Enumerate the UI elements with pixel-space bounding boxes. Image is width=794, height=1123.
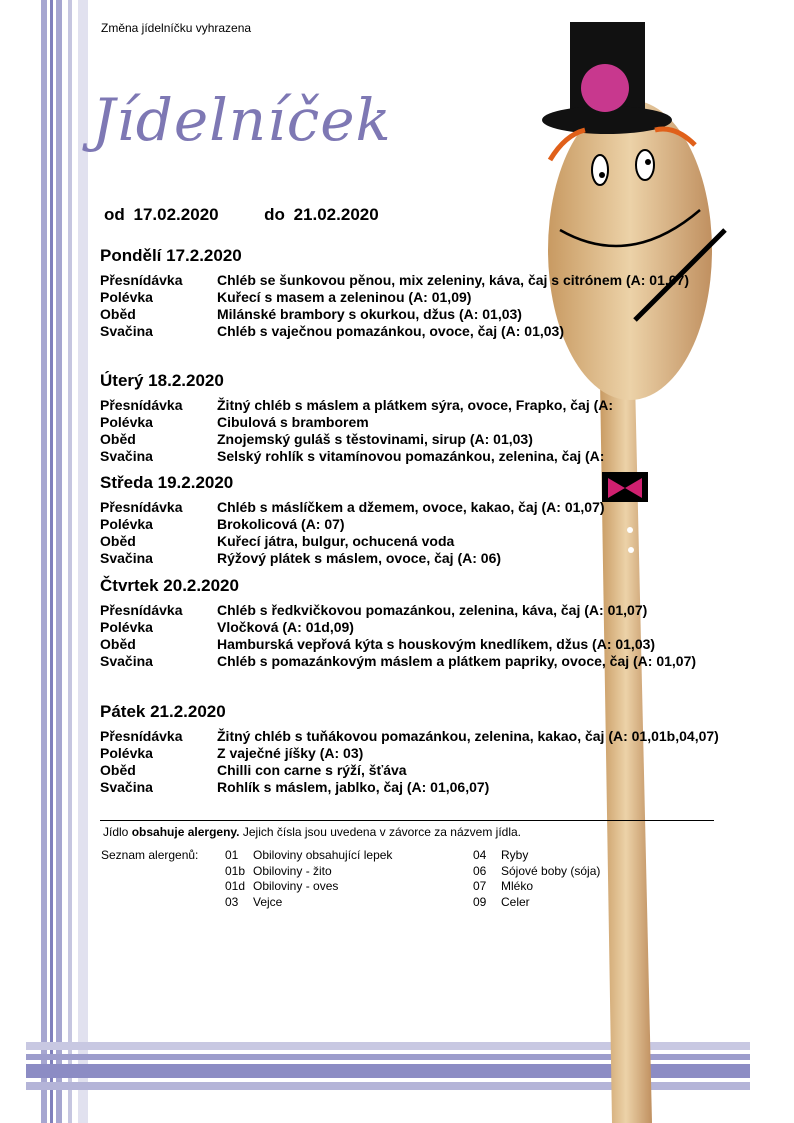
from-label: od [104, 205, 125, 224]
allergen-code: 07 [473, 879, 487, 893]
meal-label: Svačina [100, 779, 153, 795]
allergen-item [225, 864, 392, 880]
meal-label: Přesnídávka [100, 272, 183, 288]
meal-row [100, 516, 720, 533]
allergen-item [473, 879, 600, 895]
meal-row [100, 636, 720, 653]
meal-text: Rýžový plátek s máslem, ovoce, čaj (A: 06) [217, 550, 502, 566]
day-section-wednesday [100, 473, 720, 567]
meal-label: Polévka [100, 289, 153, 305]
allergen-code: 03 [225, 894, 239, 909]
to-label: do [264, 205, 285, 224]
meal-text: Chilli con carne s rýží, šťáva [217, 762, 407, 778]
meal-row [100, 272, 720, 289]
meal-label: Polévka [100, 414, 153, 430]
meal-row [100, 550, 720, 567]
meal-text: Z vaječné jíšky (A: 03) [217, 745, 364, 761]
meal-text: Znojemský guláš s těstovinami, sirup (A: 01,03) [217, 431, 533, 447]
meal-label: Polévka [100, 619, 153, 635]
allergen-item [473, 895, 600, 911]
meal-row [100, 533, 720, 550]
allergen-name: Celer [501, 894, 530, 909]
allergen-code: 01b [225, 863, 246, 878]
allergen-list-right [473, 848, 600, 910]
allergen-name: Vejce [253, 894, 283, 909]
meal-label: Oběd [100, 306, 136, 322]
meal-label: Oběd [100, 431, 136, 447]
meal-label: Oběd [100, 533, 136, 549]
meal-row [100, 602, 720, 619]
meal-text: Chléb s ředkvičkovou pomazánkou, zelenina, káva, čaj (A: 01,07) [217, 602, 648, 618]
meal-label: Polévka [100, 516, 153, 532]
allergen-list-left [225, 848, 392, 910]
meal-text: Chléb s vaječnou pomazánkou, ovoce, čaj (A: 01,03) [217, 323, 564, 339]
day-title: Pondělí 17.2.2020 [100, 246, 242, 265]
meal-text: Kuřecí játra, bulgur, ochucená voda [217, 533, 455, 549]
day-title: Úterý 18.2.2020 [100, 371, 224, 390]
meal-text: Chléb s máslíčkem a džemem, ovoce, kakao, čaj (A: 01,07) [217, 499, 605, 515]
date-range [104, 205, 383, 225]
day-section-monday [100, 246, 720, 340]
change-reserved-note: Změna jídelníčku vyhrazena [101, 21, 252, 35]
allergen-code: 06 [473, 863, 487, 878]
meal-row [100, 431, 720, 448]
allergen-name: Obiloviny obsahující lepek [253, 848, 393, 862]
meal-label: Přesnídávka [100, 602, 183, 618]
meal-text: Brokolicová (A: 07) [217, 516, 345, 532]
meal-row [100, 289, 720, 306]
allergen-item [225, 879, 392, 895]
meal-row [100, 653, 720, 670]
allergen-code: 09 [473, 894, 487, 909]
day-title: Čtvrtek 20.2.2020 [100, 576, 239, 595]
allergen-name: Sójové boby (sója) [501, 863, 601, 878]
day-section-tuesday [100, 371, 720, 465]
meal-row [100, 448, 720, 465]
allergen-note [103, 825, 521, 839]
day-title: Pátek 21.2.2020 [100, 702, 226, 721]
allergen-name: Mléko [501, 879, 534, 893]
allergen-note-bold: obsahuje alergeny. [131, 825, 240, 839]
allergen-name: Obiloviny - oves [253, 879, 339, 893]
meal-row [100, 414, 720, 431]
meal-label: Přesnídávka [100, 397, 183, 413]
allergen-code: 04 [473, 848, 487, 862]
allergen-name: Obiloviny - žito [253, 863, 332, 878]
meal-label: Oběd [100, 762, 136, 778]
meal-label: Svačina [100, 653, 153, 669]
meal-label: Svačina [100, 550, 153, 566]
meal-label: Polévka [100, 745, 153, 761]
meal-label: Oběd [100, 636, 136, 652]
divider [100, 820, 714, 821]
meal-text: Selský rohlík s vitamínovou pomazánkou, zelenina, čaj (A: [217, 448, 605, 464]
meal-row [100, 306, 720, 323]
allergen-code: 01 [225, 848, 239, 862]
meal-text: Milánské brambory s okurkou, džus (A: 01,03) [217, 306, 522, 322]
meal-text: Žitný chléb s máslem a plátkem sýra, ovoce, Frapko, čaj (A: [217, 397, 614, 413]
day-section-friday [100, 702, 720, 796]
meal-text: Žitný chléb s tuňákovou pomazánkou, zelenina, kakao, čaj (A: 01,01b,04,07) [217, 728, 719, 744]
day-title: Středa 19.2.2020 [100, 473, 234, 492]
meal-row [100, 619, 720, 636]
meal-row [100, 323, 720, 340]
allergen-item [473, 848, 600, 864]
meal-row [100, 499, 720, 516]
allergen-name: Ryby [501, 848, 529, 862]
meal-text: Rohlík s máslem, jablko, čaj (A: 01,06,07) [217, 779, 490, 795]
meal-row [100, 397, 720, 414]
meal-text: Hamburská vepřová kýta s houskovým knedlíkem, džus (A: 01,03) [217, 636, 656, 652]
allergen-note-rest: Jejich čísla jsou uvedena v závorce za názvem jídla. [242, 825, 521, 839]
to-date: 21.02.2020 [293, 205, 379, 224]
meal-row [100, 779, 720, 796]
meal-text: Vločková (A: 01d,09) [217, 619, 354, 635]
from-date: 17.02.2020 [133, 205, 219, 224]
allergen-legend-label: Seznam alergenů: [101, 848, 199, 862]
meal-text: Cibulová s bramborem [217, 414, 369, 430]
allergen-code: 01d [225, 879, 246, 893]
meal-label: Přesnídávka [100, 728, 183, 744]
meal-row [100, 728, 720, 745]
day-section-thursday [100, 576, 720, 670]
meal-label: Svačina [100, 323, 153, 339]
allergen-item [225, 895, 392, 911]
meal-row [100, 745, 720, 762]
allergen-item [225, 848, 392, 864]
allergen-note-prefix: Jídlo [103, 825, 129, 839]
allergen-item [473, 864, 600, 880]
meal-label: Přesnídávka [100, 499, 183, 515]
meal-label: Svačina [100, 448, 153, 464]
meal-text: Chléb se šunkovou pěnou, mix zeleniny, káva, čaj s citrónem (A: 01,07) [217, 272, 690, 288]
meal-row [100, 762, 720, 779]
page-title: Jídelníček [92, 86, 392, 154]
meal-text: Chléb s pomazánkovým máslem a plátkem papriky, ovoce, čaj (A: 01,07) [217, 653, 697, 669]
meal-text: Kuřecí s masem a zeleninou (A: 01,09) [217, 289, 472, 305]
